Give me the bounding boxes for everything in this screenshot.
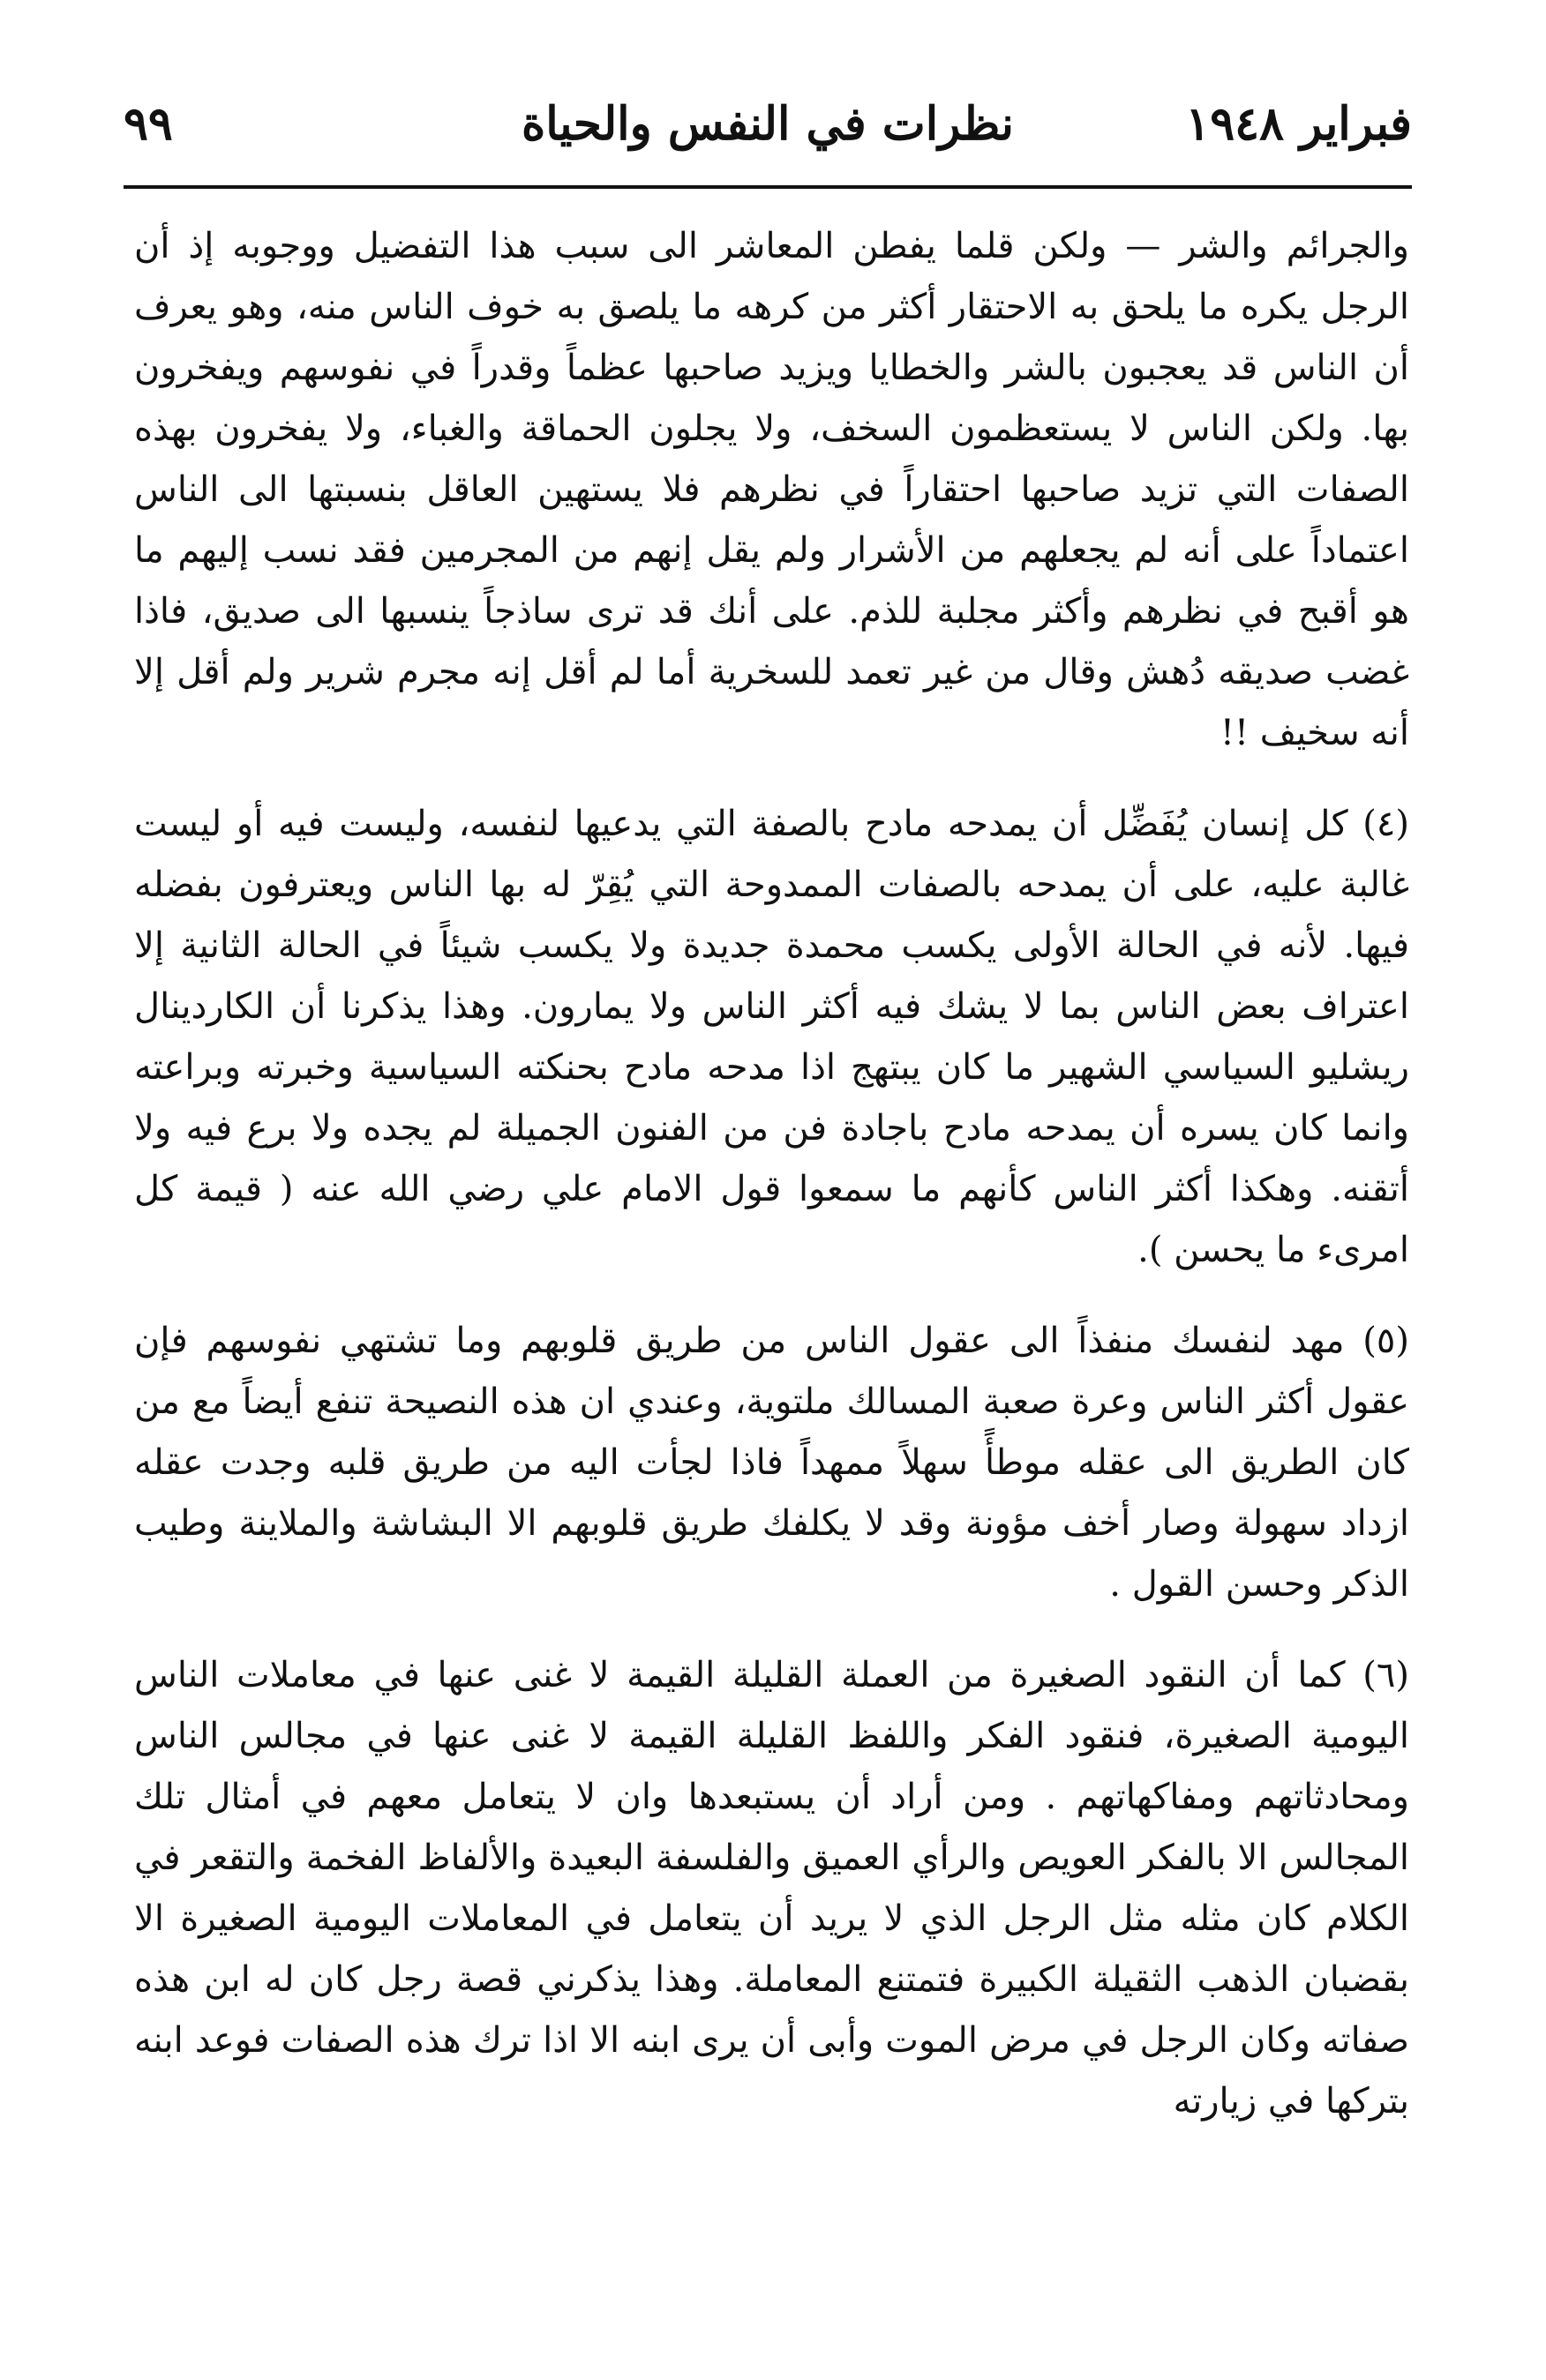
page-number: ٩٩ xyxy=(124,97,173,151)
paragraph-4: (٤) كل إنسان يُفَضِّل أن يمدحه مادح بالصفة التي يدعيها لنفسه، وليست فيه أو ليست غالبة عليه، على أن يمدحه بالصفات الممدوحة التي يُقِرّ له بها الناس ويعترفون بفضله فيها. لأنه في الحالة الأولى يكسب محمدة جديدة ولا يكسب شيئاً في الحالة الثانية إلا اعتراف بعض الناس بما لا يشك فيه أكثر الناس ولا يمارون. وهذا يذكرنا أن الكاردينال ريشليو السياسي الشهير ما كان يبتهج اذا مدحه مادح بحنكته السياسية وخبرته وبراعته وانما كان يسره أن يمدحه مادح باجادة فن من الفنون الجميلة لم يجده ولا برع فيه ولا أتقنه. وهكذا أكثر الناس كأنهم ما سمعوا قول الامام علي رضي الله عنه ( قيمة كل امرىء ما يحسن ). xyxy=(134,804,1410,1270)
paragraph-6: (٦) كما أن النقود الصغيرة من العملة القليلة القيمة لا غنى عنها في معاملات الناس اليومية الصغيرة، فنقود الفكر واللفظ القليلة القيمة لا غنى عنها في مجالس الناس ومحادثاتهم ومفاكهاتهم . ومن أراد أن يستبعدها وان لا يتعامل معهم في أمثال تلك المجالس الا بالفكر العويص والرأي العميق والفلسفة البعيدة والألفاظ الفخمة والتقعر في الكلام كان مثله مثل الرجل الذي لا يريد أن يتعامل في المعاملات اليومية الصغيرة الا بقضبان الذهب الثقيلة الكبيرة فتمتنع المعاملة. وهذا يذكرني قصة رجل كان له ابن هذه صفاته وكان الرجل في مرض الموت وأبى أن يرى ابنه الا اذا ترك هذه الصفات فوعد ابنه بتركها في زيارته xyxy=(134,1655,1409,2122)
header-rule xyxy=(124,185,1412,189)
body-text xyxy=(134,216,1409,2132)
header-date: فبراير ١٩٤٨ xyxy=(1185,97,1412,151)
page-header xyxy=(124,97,1412,168)
paragraph-5: (٥) مهد لنفسك منفذاً الى عقول الناس من طريق قلوبهم وما تشتهي نفوسهم فإن عقول أكثر الناس وعرة صعبة المسالك ملتوية، وعندي ان هذه النصيحة تنفع أيضاً مع من كان الطريق الى عقله موطأً سهلاً ممهداً فاذا لجأت اليه من طريق قلبه وجدت عقله ازداد سهولة وصار أخف مؤونة وقد لا يكلفك طريق قلوبهم الا البشاشة والملاينة وطيب الذكر وحسن القول . xyxy=(134,1321,1409,1605)
paragraph-continuation: والجرائم والشر — ولكن قلما يفطن المعاشر الى سبب هذا التفضيل ووجوبه إذ أن الرجل يكره ما يلحق به الاحتقار أكثر من كرهه ما يلصق به خوف الناس منه، وهو يعرف أن الناس قد يعجبون بالشر والخطايا ويزيد صاحبها عظماً وقدراً في نفوسهم ويفخرون بها. ولكن الناس لا يستعظمون السخف، ولا يجلون الحماقة والغباء، ولا يفخرون بهذه الصفات التي تزيد صاحبها احتقاراً في نظرهم فلا يستهين العاقل بنسبتها الى الناس اعتماداً على أنه لم يجعلهم من الأشرار ولم يقل إنهم من المجرمين فقد نسب إليهم ما هو أقبح في نظرهم وأكثر مجلبة للذم. على أنك قد ترى ساذجاً ينسبها الى صديق، فاذا غضب صديقه دُهش وقال من غير تعمد للسخرية أما لم أقل إنه مجرم شرير ولم أقل إلا أنه سخيف !! xyxy=(134,226,1409,753)
header-title: نظرات في النفس والحياة xyxy=(521,97,1015,151)
